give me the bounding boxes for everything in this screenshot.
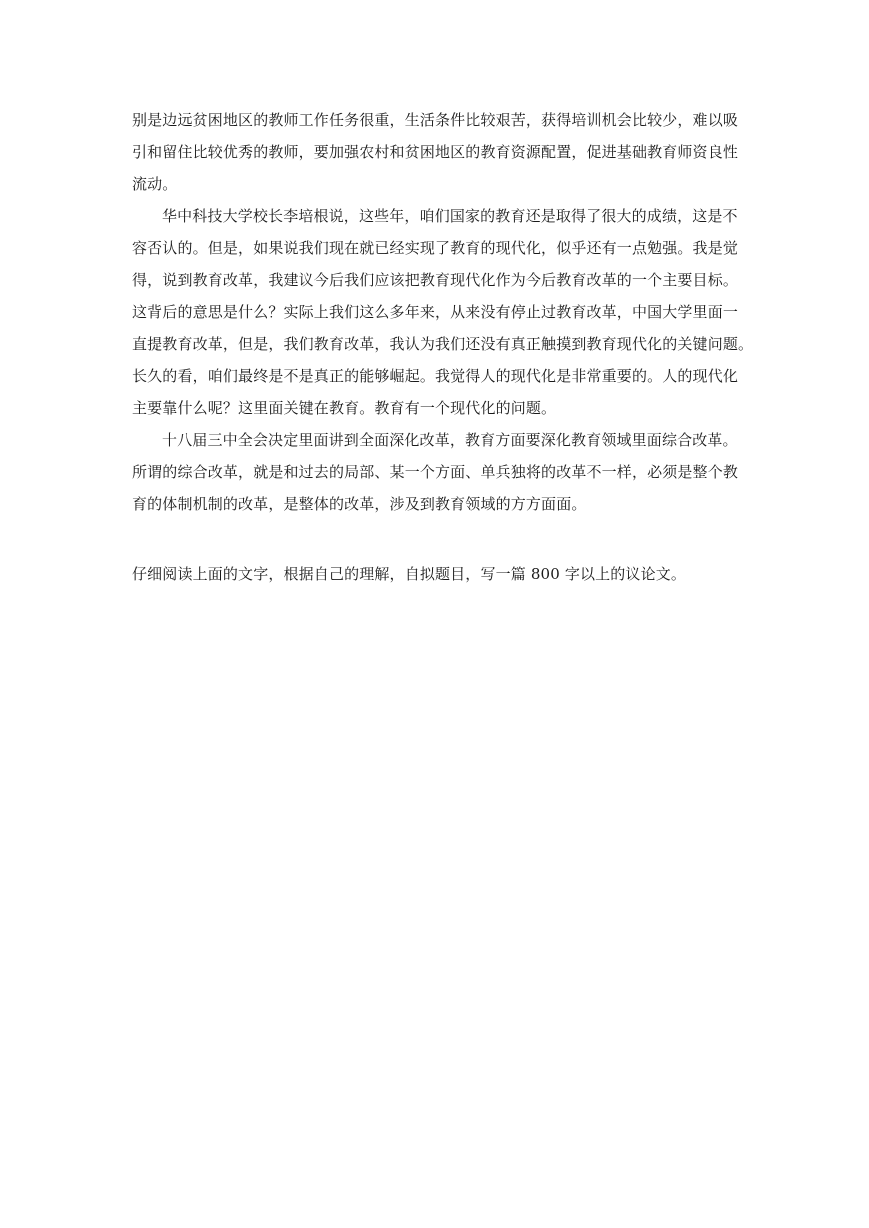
paragraph-comprehensive-reform xyxy=(132,424,744,520)
essay-instruction xyxy=(132,558,744,590)
text-line: 长久的看，咱们最终是不是真正的能够崛起。我觉得人的现代化是非常重要的。人的现代化 xyxy=(132,367,739,385)
paragraph-spacer xyxy=(132,520,744,558)
text-line: 所谓的综合改革，就是和过去的局部、某一个方面、单兵独将的改革不一样，必须是整个教 xyxy=(132,463,739,481)
text-line: 华中科技大学校长李培根说，这些年，咱们国家的教育还是取得了很大的成绩，这是不 xyxy=(162,207,738,225)
instruction-text: 仔细阅读上面的文字，根据自己的理解，自拟题目，写一篇 800 字以上的议论文。 xyxy=(132,565,687,583)
text-line: 别是边远贫困地区的教师工作任务很重，生活条件比较艰苦，获得培训机会比较少，难以吸 xyxy=(132,111,739,129)
paragraph-li-peigen-quote xyxy=(132,200,754,424)
text-line: 流动。 xyxy=(132,175,178,193)
text-line: 主要靠什么呢？这里面关键在教育。教育有一个现代化的问题。 xyxy=(132,399,557,417)
text-line: 得，说到教育改革，我建议今后我们应该把教育现代化作为今后教育改革的一个主要目标。 xyxy=(132,271,739,289)
paragraph-teacher-resources xyxy=(132,104,744,200)
document-page xyxy=(132,104,754,590)
text-line: 容否认的。但是，如果说我们现在就已经实现了教育的现代化，似乎还有一点勉强。我是觉 xyxy=(132,239,739,257)
text-line: 直提教育改革，但是，我们教育改革，我认为我们还没有真正触摸到教育现代化的关键问题。 xyxy=(132,335,754,353)
text-line: 育的体制机制的改革，是整体的改革，涉及到教育领域的方方面面。 xyxy=(132,495,587,513)
text-line: 十八届三中全会决定里面讲到全面深化改革，教育方面要深化教育领域里面综合改革。 xyxy=(162,431,738,449)
text-line: 引和留住比较优秀的教师，要加强农村和贫困地区的教育资源配置，促进基础教育师资良性 xyxy=(132,143,739,161)
text-line: 这背后的意思是什么？实际上我们这么多年来，从来没有停止过教育改革，中国大学里面一 xyxy=(132,303,739,321)
